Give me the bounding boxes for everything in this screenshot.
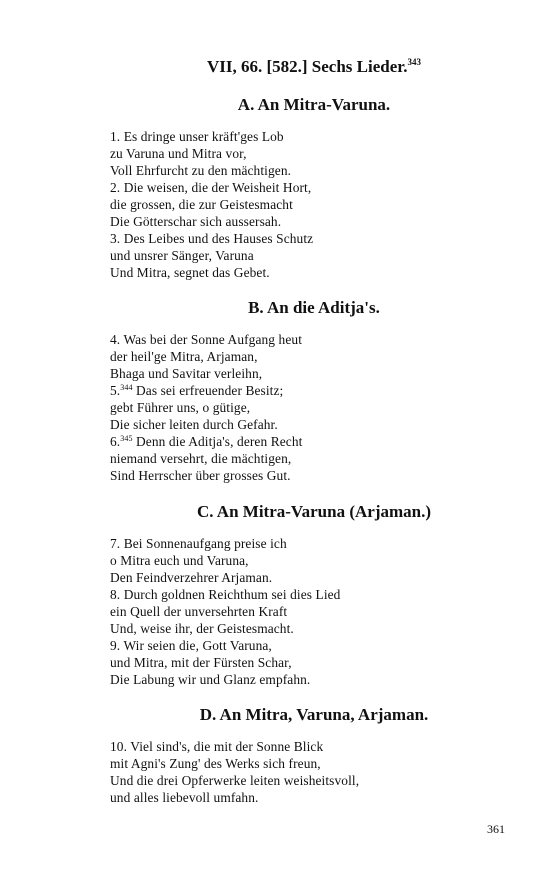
section-heading: B. An die Aditja's. xyxy=(248,298,380,317)
verse-text: Denn die Aditja's, deren Recht xyxy=(132,434,303,449)
verse-line xyxy=(110,382,518,399)
verse-line xyxy=(110,654,518,671)
verse-line xyxy=(110,586,518,603)
verse-line xyxy=(110,433,518,450)
verse-line xyxy=(110,196,518,213)
verse-text: Die Labung wir und Glanz empfahn. xyxy=(110,672,311,687)
verse-text: und alles liebevoll umfahn. xyxy=(110,790,259,805)
poem-section-d xyxy=(110,704,518,806)
verse-line xyxy=(110,365,518,382)
verse-text: Sind Herrscher über grosses Gut. xyxy=(110,468,291,483)
verse-line xyxy=(110,162,518,179)
verse-line xyxy=(110,230,518,247)
verse-line xyxy=(110,569,518,586)
verse-text: der heil'ge Mitra, Arjaman, xyxy=(110,349,258,364)
verse-text: Und, weise ihr, der Geistesmacht. xyxy=(110,621,294,636)
verse-line xyxy=(110,738,518,755)
verse-text: 4. Was bei der Sonne Aufgang heut xyxy=(110,332,303,347)
verse-text: niemand versehrt, die mächtigen, xyxy=(110,451,292,466)
verse-line xyxy=(110,416,518,433)
verse-line xyxy=(110,331,518,348)
page-title-text: VII, 66. [582.] Sechs Lieder. xyxy=(206,57,408,76)
verse-text: Die Götterschar sich aussersah. xyxy=(110,214,282,229)
verse-text: 7. Bei Sonnenaufgang preise ich xyxy=(110,536,287,551)
verse-text: gebt Führer uns, o gütige, xyxy=(110,400,251,415)
verse-text: zu Varuna und Mitra vor, xyxy=(110,146,247,161)
verse-text: ein Quell der unversehrten Kraft xyxy=(110,604,288,619)
verse-line xyxy=(110,552,518,569)
verse-text: und Mitra, mit der Fürsten Schar, xyxy=(110,655,292,670)
verse-text: Die sicher leiten durch Gefahr. xyxy=(110,417,278,432)
verse-text: 8. Durch goldnen Reichthum sei dies Lied xyxy=(110,587,341,602)
verse-line xyxy=(110,535,518,552)
verse-line xyxy=(110,755,518,772)
verse-line xyxy=(110,450,518,467)
verse-text: 9. Wir seien die, Gott Varuna, xyxy=(110,638,272,653)
verse-text: 10. Viel sind's, die mit der Sonne Blick xyxy=(110,739,324,754)
verse-line xyxy=(110,348,518,365)
verse-line xyxy=(110,467,518,484)
page-number: 361 xyxy=(487,822,505,836)
verse-line xyxy=(110,671,518,688)
footnote-marker: 345 xyxy=(120,434,133,443)
verse-text: Den Feindverzehrer Arjaman. xyxy=(110,570,273,585)
poem-section-c xyxy=(110,501,518,688)
verse-line xyxy=(110,145,518,162)
section-heading: D. An Mitra, Varuna, Arjaman. xyxy=(199,705,429,724)
section-heading: A. An Mitra-Varuna. xyxy=(237,95,391,114)
verse-text: Bhaga und Savitar verleihn, xyxy=(110,366,263,381)
verse-text: Das sei erfreuender Besitz; xyxy=(132,383,284,398)
verse-line xyxy=(110,637,518,654)
verse-line xyxy=(110,213,518,230)
verse-text: o Mitra euch und Varuna, xyxy=(110,553,249,568)
verse-text: 2. Die weisen, die der Weisheit Hort, xyxy=(110,180,312,195)
verse-text: Und die drei Opferwerke leiten weisheitsvoll, xyxy=(110,773,360,788)
verse-line xyxy=(110,128,518,145)
verse-line xyxy=(110,399,518,416)
verse-block xyxy=(110,738,518,806)
verse-line xyxy=(110,620,518,637)
verse-text: mit Agni's Zung' des Werks sich freun, xyxy=(110,756,321,771)
verse-line xyxy=(110,603,518,620)
poem-section-b xyxy=(110,297,518,484)
page-title xyxy=(110,56,518,78)
verse-text: 3. Des Leibes und des Hauses Schutz xyxy=(110,231,314,246)
verse-block xyxy=(110,535,518,688)
verse-text: die grossen, die zur Geistesmacht xyxy=(110,197,293,212)
verse-line xyxy=(110,264,518,281)
footnote-marker: 344 xyxy=(120,383,133,392)
poem-section-a xyxy=(110,94,518,281)
verse-line xyxy=(110,247,518,264)
verse-line xyxy=(110,772,518,789)
verse-number: 6. xyxy=(110,434,121,449)
verse-text: Und Mitra, segnet das Gebet. xyxy=(110,265,270,280)
verse-line xyxy=(110,789,518,806)
verse-text: und unsrer Sänger, Varuna xyxy=(110,248,254,263)
title-footnote-marker: 343 xyxy=(407,57,422,67)
verse-line xyxy=(110,179,518,196)
section-heading: C. An Mitra-Varuna (Arjaman.) xyxy=(196,502,432,521)
verse-text: Voll Ehrfurcht zu den mächtigen. xyxy=(110,163,292,178)
verse-block xyxy=(110,331,518,484)
verse-number: 5. xyxy=(110,383,121,398)
verse-text: 1. Es dringe unser kräft'ges Lob xyxy=(110,129,284,144)
verse-block xyxy=(110,128,518,281)
